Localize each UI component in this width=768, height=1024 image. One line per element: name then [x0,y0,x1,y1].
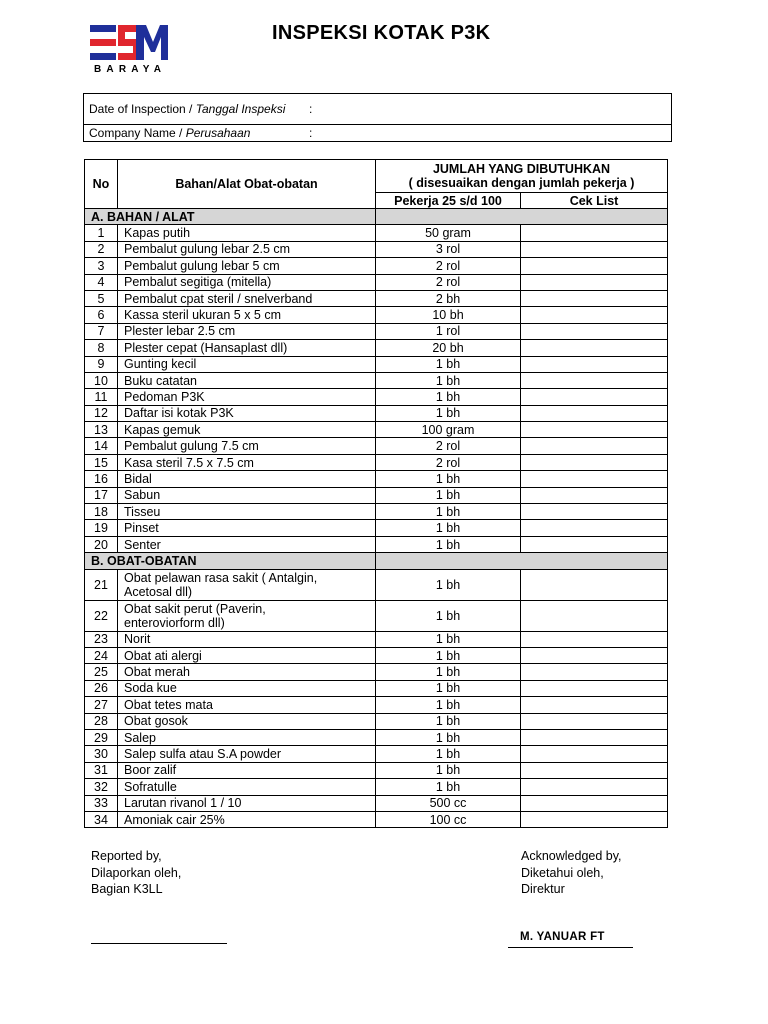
item-checkbox-cell[interactable] [521,241,668,257]
item-quantity: 1 bh [376,697,521,713]
item-name: Obat merah [118,664,376,680]
item-no: 12 [85,405,118,421]
page-title: INSPEKSI KOTAK P3K [272,22,491,44]
table-row [85,422,668,438]
col-no-header: No [85,160,118,209]
item-checkbox-cell[interactable] [521,487,668,503]
director-name: M. YANUAR FT [520,931,605,943]
item-quantity: 1 bh [376,600,521,631]
item-quantity: 1 bh [376,647,521,663]
item-checkbox-cell[interactable] [521,340,668,356]
item-name: Kassa steril ukuran 5 x 5 cm [118,307,376,323]
item-name: Obat gosok [118,713,376,729]
item-name: Obat sakit perut (Paverin, enteroviorform dll) [118,600,376,631]
item-no: 11 [85,389,118,405]
table-row [85,487,668,503]
table-row [85,713,668,729]
item-no: 15 [85,454,118,470]
item-no: 18 [85,504,118,520]
item-name: Boor zalif [118,762,376,778]
item-quantity: 100 cc [376,811,521,827]
item-quantity: 1 bh [376,779,521,795]
item-quantity: 20 bh [376,340,521,356]
item-checkbox-cell[interactable] [521,647,668,663]
item-no: 2 [85,241,118,257]
item-checkbox-cell[interactable] [521,536,668,552]
section-a-label: A. BAHAN / ALAT [85,209,376,225]
item-no: 3 [85,258,118,274]
item-name: Kapas gemuk [118,422,376,438]
item-checkbox-cell[interactable] [521,631,668,647]
item-no: 5 [85,290,118,306]
item-name: Pembalut segitiga (mitella) [118,274,376,290]
item-checkbox-cell[interactable] [521,274,668,290]
item-no: 17 [85,487,118,503]
item-name: Soda kue [118,680,376,696]
item-name: Plester cepat (Hansaplast dll) [118,340,376,356]
item-checkbox-cell[interactable] [521,356,668,372]
table-row [85,356,668,372]
item-checkbox-cell[interactable] [521,762,668,778]
item-checkbox-cell[interactable] [521,258,668,274]
item-quantity: 2 rol [376,454,521,470]
p3k-checklist-table [84,159,668,828]
table-row [85,520,668,536]
item-name: Pembalut gulung lebar 2.5 cm [118,241,376,257]
item-quantity: 1 bh [376,520,521,536]
logo-text: BARAYA [94,64,167,75]
table-row [85,225,668,241]
item-no: 7 [85,323,118,339]
item-quantity: 1 bh [376,729,521,745]
date-field[interactable] [323,94,672,125]
item-no: 16 [85,471,118,487]
item-checkbox-cell[interactable] [521,779,668,795]
item-quantity: 1 bh [376,536,521,552]
table-row [85,569,668,600]
table-row [85,340,668,356]
table-row [85,729,668,745]
table-row [85,746,668,762]
table-row [85,779,668,795]
item-checkbox-cell[interactable] [521,504,668,520]
item-quantity: 1 rol [376,323,521,339]
item-name: Pembalut cpat steril / snelverband [118,290,376,306]
item-checkbox-cell[interactable] [521,697,668,713]
company-label: Company Name / Perusahaan [84,125,310,142]
item-no: 22 [85,600,118,631]
item-no: 21 [85,569,118,600]
item-checkbox-cell[interactable] [521,729,668,745]
item-checkbox-cell[interactable] [521,290,668,306]
item-name: Kasa steril 7.5 x 7.5 cm [118,454,376,470]
item-no: 27 [85,697,118,713]
item-quantity: 10 bh [376,307,521,323]
table-row [85,471,668,487]
item-no: 25 [85,664,118,680]
item-checkbox-cell[interactable] [521,569,668,600]
table-row [85,241,668,257]
acknowledged-by-block: Acknowledged by, Diketahui oleh, Direktur [521,849,622,896]
table-row [85,307,668,323]
col-check-header: Cek List [521,193,668,209]
item-checkbox-cell[interactable] [521,664,668,680]
item-name: Obat tetes mata [118,697,376,713]
item-checkbox-cell[interactable] [521,307,668,323]
item-no: 26 [85,680,118,696]
item-no: 31 [85,762,118,778]
item-no: 19 [85,520,118,536]
item-checkbox-cell[interactable] [521,405,668,421]
item-name: Senter [118,536,376,552]
table-row [85,290,668,306]
item-no: 33 [85,795,118,811]
table-row [85,647,668,663]
director-signature-line [508,947,633,948]
table-row [85,258,668,274]
item-no: 1 [85,225,118,241]
table-row [85,664,668,680]
table-row [85,504,668,520]
section-b-row [85,553,668,569]
item-no: 29 [85,729,118,745]
item-quantity: 1 bh [376,405,521,421]
item-checkbox-cell[interactable] [521,680,668,696]
item-checkbox-cell[interactable] [521,746,668,762]
item-quantity: 1 bh [376,356,521,372]
item-no: 13 [85,422,118,438]
table-row [85,600,668,631]
item-quantity: 2 rol [376,258,521,274]
item-no: 10 [85,372,118,388]
table-row [85,323,668,339]
table-row [85,697,668,713]
item-checkbox-cell[interactable] [521,225,668,241]
item-quantity: 1 bh [376,631,521,647]
item-name: Sofratulle [118,779,376,795]
col-requirement-header: JUMLAH YANG DIBUTUHKAN ( disesuaikan dengan jumlah pekerja ) [376,160,668,193]
item-quantity: 1 bh [376,389,521,405]
item-no: 4 [85,274,118,290]
item-quantity: 1 bh [376,569,521,600]
item-name: Salep sulfa atau S.A powder [118,746,376,762]
item-no: 20 [85,536,118,552]
item-name: Buku catatan [118,372,376,388]
item-name: Norit [118,631,376,647]
item-checkbox-cell[interactable] [521,389,668,405]
item-checkbox-cell[interactable] [521,520,668,536]
section-a-row [85,209,668,225]
item-checkbox-cell[interactable] [521,372,668,388]
table-row [85,631,668,647]
company-colon: : [309,125,323,142]
table-row [85,536,668,552]
item-quantity: 2 rol [376,438,521,454]
table-row [85,762,668,778]
table-row [85,389,668,405]
item-quantity: 1 bh [376,762,521,778]
item-name: Obat ati alergi [118,647,376,663]
item-name: Pedoman P3K [118,389,376,405]
item-no: 24 [85,647,118,663]
item-checkbox-cell[interactable] [521,454,668,470]
item-no: 9 [85,356,118,372]
item-checkbox-cell[interactable] [521,795,668,811]
col-item-header: Bahan/Alat Obat-obatan [118,160,376,209]
item-name: Gunting kecil [118,356,376,372]
table-row [85,680,668,696]
item-checkbox-cell[interactable] [521,600,668,631]
item-no: 34 [85,811,118,827]
item-no: 28 [85,713,118,729]
item-no: 32 [85,779,118,795]
date-label: Date of Inspection / Tanggal Inspeksi [84,94,310,125]
item-checkbox-cell[interactable] [521,811,668,827]
item-quantity: 1 bh [376,680,521,696]
table-row [85,438,668,454]
item-quantity: 1 bh [376,504,521,520]
item-quantity: 2 rol [376,274,521,290]
item-no: 23 [85,631,118,647]
col-workers-header: Pekerja 25 s/d 100 [376,193,521,209]
item-name: Larutan rivanol 1 / 10 [118,795,376,811]
item-quantity: 500 cc [376,795,521,811]
item-no: 30 [85,746,118,762]
table-row [85,274,668,290]
item-quantity: 2 bh [376,290,521,306]
inspection-info-table [83,93,672,142]
item-checkbox-cell[interactable] [521,713,668,729]
item-quantity: 3 rol [376,241,521,257]
item-quantity: 1 bh [376,713,521,729]
item-quantity: 1 bh [376,664,521,680]
item-no: 8 [85,340,118,356]
item-no: 6 [85,307,118,323]
table-row [85,405,668,421]
table-row [85,811,668,827]
item-quantity: 100 gram [376,422,521,438]
item-checkbox-cell[interactable] [521,422,668,438]
item-name: Kapas putih [118,225,376,241]
reported-by-block: Reported by, Dilaporkan oleh, Bagian K3LL [91,849,182,896]
item-name: Sabun [118,487,376,503]
item-checkbox-cell[interactable] [521,323,668,339]
item-quantity: 1 bh [376,746,521,762]
logo-mark-icon [90,25,168,60]
item-quantity: 50 gram [376,225,521,241]
item-quantity: 1 bh [376,487,521,503]
item-quantity: 1 bh [376,471,521,487]
item-name: Pembalut gulung lebar 5 cm [118,258,376,274]
item-name: Obat pelawan rasa sakit ( Antalgin, Acetosal dll) [118,569,376,600]
item-checkbox-cell[interactable] [521,438,668,454]
item-name: Salep [118,729,376,745]
item-checkbox-cell[interactable] [521,471,668,487]
table-row [85,795,668,811]
item-name: Daftar isi kotak P3K [118,405,376,421]
reporter-signature-line[interactable] [91,943,227,944]
item-name: Pembalut gulung 7.5 cm [118,438,376,454]
section-b-label: B. OBAT-OBATAN [85,553,376,569]
table-row [85,372,668,388]
company-field[interactable] [323,125,672,142]
item-quantity: 1 bh [376,372,521,388]
item-name: Plester lebar 2.5 cm [118,323,376,339]
item-name: Tisseu [118,504,376,520]
item-no: 14 [85,438,118,454]
table-row [85,454,668,470]
date-colon: : [309,94,323,125]
item-name: Bidal [118,471,376,487]
item-name: Amoniak cair 25% [118,811,376,827]
item-name: Pinset [118,520,376,536]
